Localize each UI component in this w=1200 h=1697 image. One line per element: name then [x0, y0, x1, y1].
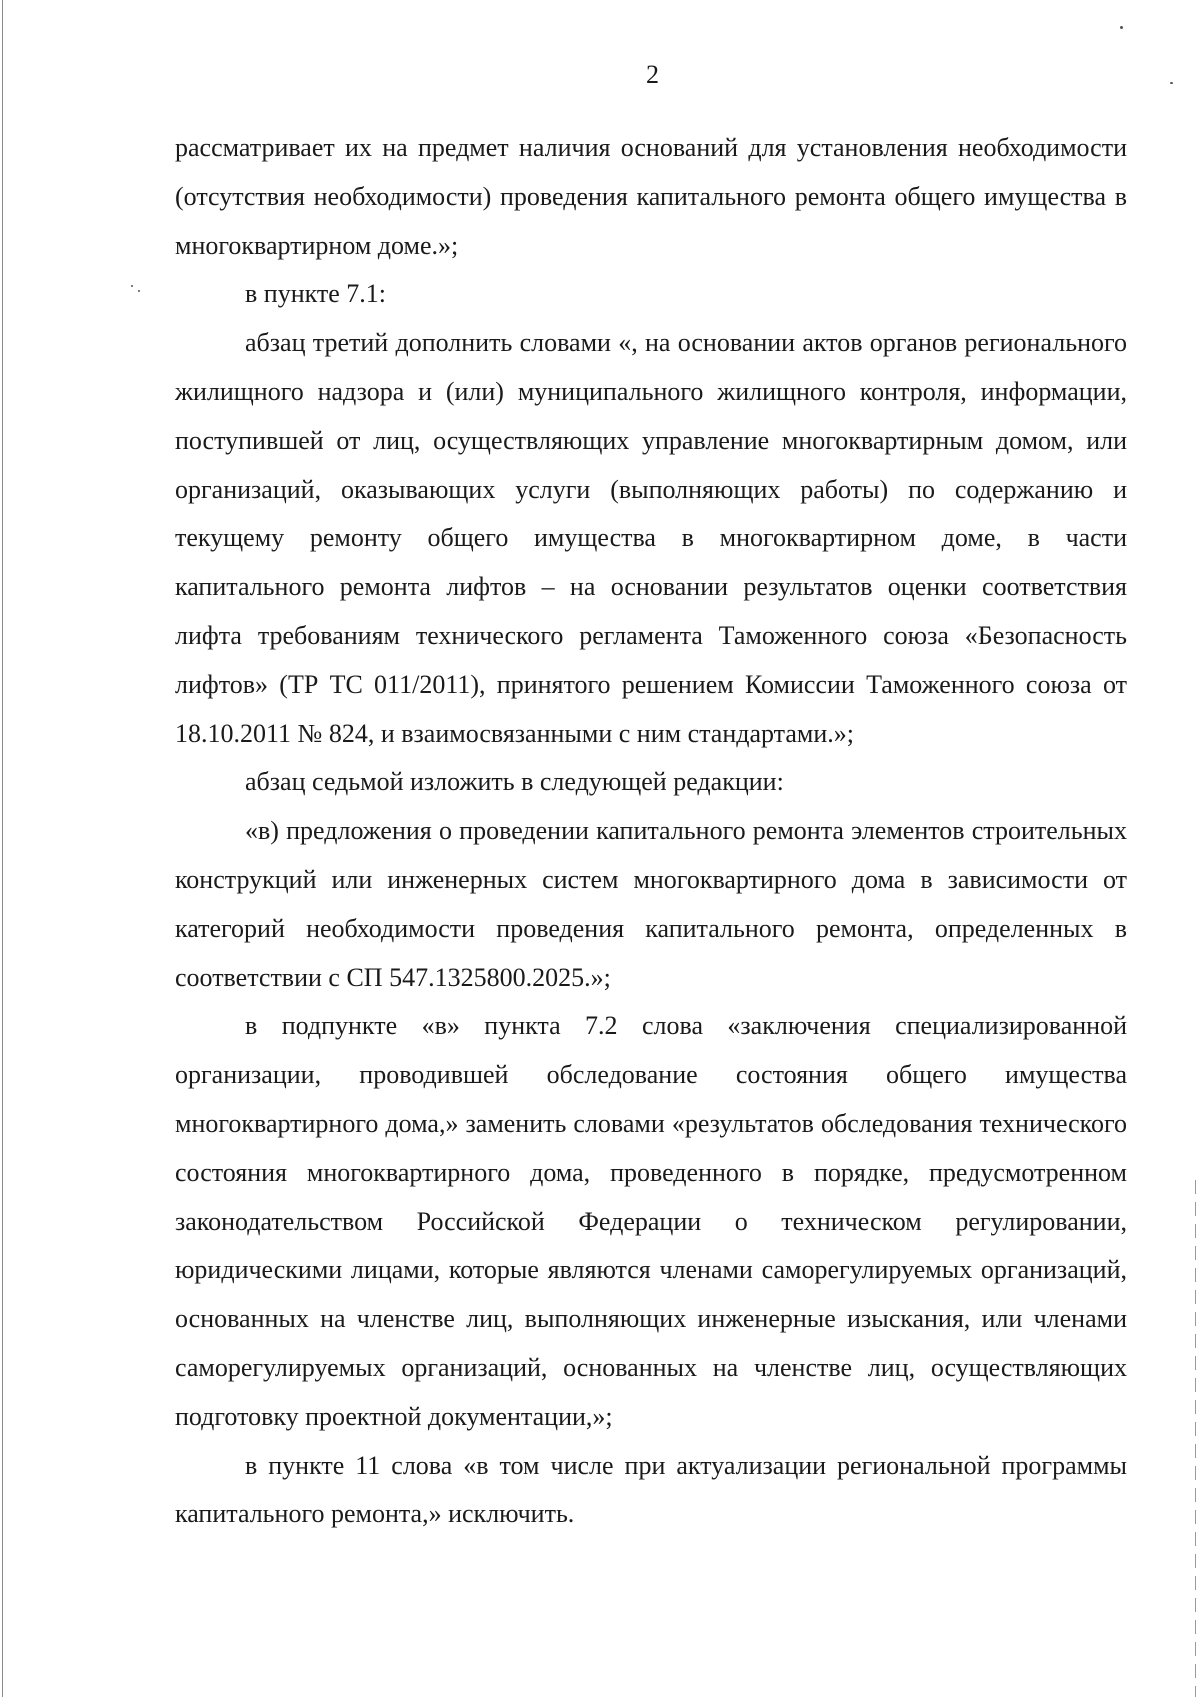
scan-edge-left: [2, 0, 3, 1697]
scan-speck: [131, 285, 133, 287]
paragraph: в пункте 7.1:: [245, 279, 387, 309]
page-number: 2: [646, 60, 659, 89]
paragraph: «в) предложения о проведении капитального ремонта элементов строительных конструкций или инженерных систем многоквартирного дома в зависимости от категорий необходимости проведения капитального ремонта, определенных в соответствии с СП 547.1325800.2025.»;: [175, 816, 1127, 992]
scan-edge-right: [1195, 1180, 1196, 1697]
paragraph: рассматривает их на предмет наличия оснований для установления необходимости (отсутствия необходимости) проведения капитального ремонта общего имущества в многоквартирном доме.»;: [175, 133, 1127, 260]
paragraph: абзац седьмой изложить в следующей редакции:: [245, 767, 784, 797]
document-body: [175, 124, 1127, 1539]
paragraph: абзац третий дополнить словами «, на основании актов органов регионального жилищного надзора и (или) муниципального жилищного контроля, информации, поступившей от лиц, осуществляющих управление многоквартирным домом, или организаций, оказывающих услуги (выполняющих работы) по содержанию и текущему ремонту общего имущества в многоквартирном доме, в части капитального ремонта лифтов – на основании результатов оценки соответствия лифта требованиям технического регламента Таможенного союза «Безопасность лифтов» (ТР ТС 011/2011), принятого решением Комиссии Таможенного союза от 18.10.2011 № 824, и взаимосвязанными с ним стандартами.»;: [175, 328, 1127, 748]
paragraph: в подпункте «в» пункта 7.2 слова «заключения специализированной организации, проводившей обследование состояния общего имущества многоквартирного дома,» заменить словами «результатов обследования технического состояния многоквартирного дома, проведенного в порядке, предусмотренном законодательством Российской Федерации о техническом регулировании, юридическими лицами, которые являются членами саморегулируемых организаций, основанных на членстве лиц, выполняющих инженерные изыскания, или членами саморегулируемых организаций, основанных на членстве лиц, осуществляющих подготовку проектной документации,»;: [175, 1011, 1127, 1431]
paragraph: в пункте 11 слова «в том числе при актуализации региональной программы капитального ремонта,» исключить.: [175, 1450, 1127, 1529]
scan-speck: [1120, 26, 1123, 29]
scan-speck: [138, 290, 140, 292]
